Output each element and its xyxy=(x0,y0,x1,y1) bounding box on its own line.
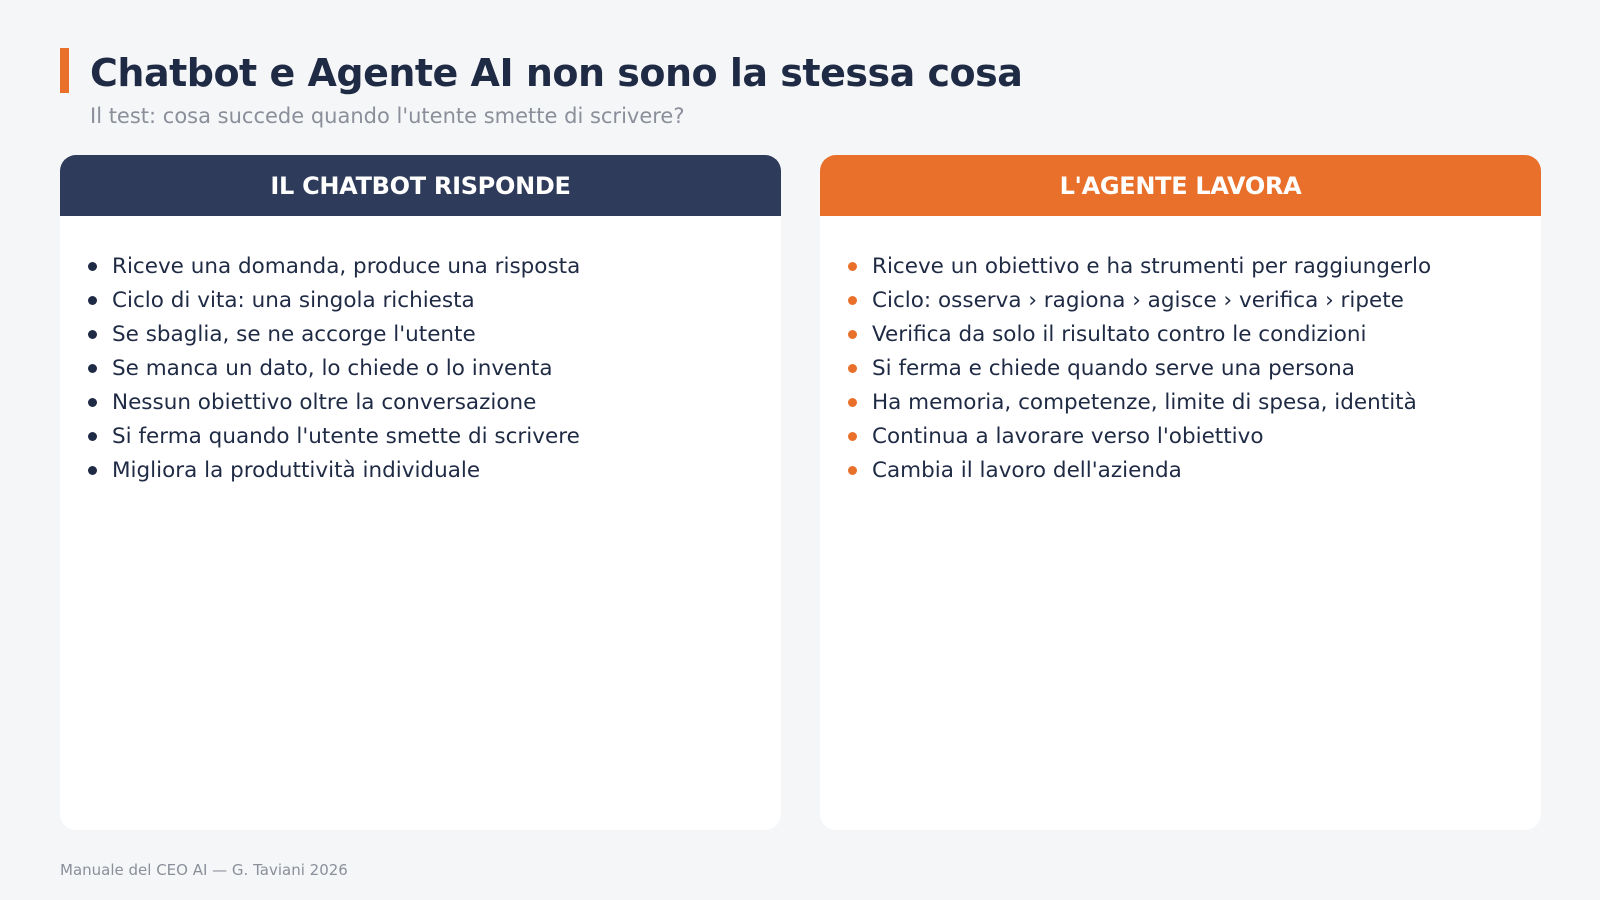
bullet-dot-icon xyxy=(848,330,857,339)
title-accent-bar xyxy=(60,48,69,93)
chatbot-list xyxy=(88,250,580,488)
agent-list-item xyxy=(848,318,1431,352)
bullet-dot-icon xyxy=(848,398,857,407)
page-subtitle: Il test: cosa succede quando l'utente smette di scrivere? xyxy=(90,104,685,128)
chatbot-item-text: Ciclo di vita: una singola richiesta xyxy=(112,288,475,313)
agent-list-item xyxy=(848,420,1431,454)
bullet-dot-icon xyxy=(848,432,857,441)
agent-list-item xyxy=(848,284,1431,318)
page-title: Chatbot e Agente AI non sono la stessa cosa xyxy=(90,51,1023,95)
agent-item-text: Continua a lavorare verso l'obiettivo xyxy=(872,424,1264,449)
bullet-dot-icon xyxy=(848,296,857,305)
chatbot-item-text: Se manca un dato, lo chiede o lo inventa xyxy=(112,356,553,381)
footer-credit: Manuale del CEO AI — G. Taviani 2026 xyxy=(60,861,348,879)
agent-card-header: L'AGENTE LAVORA xyxy=(820,155,1541,216)
chatbot-list-item xyxy=(88,352,580,386)
agent-item-text: Riceve un obiettivo e ha strumenti per raggiungerlo xyxy=(872,254,1432,279)
bullet-dot-icon xyxy=(848,466,857,475)
chatbot-item-text: Migliora la produttività individuale xyxy=(112,458,481,483)
chatbot-list-item xyxy=(88,454,580,488)
chatbot-list-item xyxy=(88,318,580,352)
chatbot-list-item xyxy=(88,284,580,318)
agent-item-text: Cambia il lavoro dell'azienda xyxy=(872,458,1182,483)
bullet-dot-icon xyxy=(88,398,97,407)
agent-list-item xyxy=(848,250,1431,284)
chatbot-item-text: Se sbaglia, se ne accorge l'utente xyxy=(112,322,476,347)
bullet-dot-icon xyxy=(88,262,97,271)
chatbot-list-item xyxy=(88,386,580,420)
agent-item-text: Ha memoria, competenze, limite di spesa, identità xyxy=(872,390,1417,415)
chatbot-item-text: Si ferma quando l'utente smette di scrivere xyxy=(112,424,580,449)
chatbot-item-text: Riceve una domanda, produce una risposta xyxy=(112,254,581,279)
chatbot-card xyxy=(60,155,781,830)
agent-list-item xyxy=(848,454,1431,488)
bullet-dot-icon xyxy=(88,296,97,305)
chatbot-item-text: Nessun obiettivo oltre la conversazione xyxy=(112,390,537,415)
agent-list xyxy=(848,250,1431,488)
bullet-dot-icon xyxy=(88,466,97,475)
bullet-dot-icon xyxy=(88,432,97,441)
agent-list-item xyxy=(848,352,1431,386)
bullet-dot-icon xyxy=(88,364,97,373)
agent-item-text: Ciclo: osserva › ragiona › agisce › verifica › ripete xyxy=(872,288,1404,313)
bullet-dot-icon xyxy=(848,364,857,373)
chatbot-card-header: IL CHATBOT RISPONDE xyxy=(60,155,781,216)
agent-item-text: Verifica da solo il risultato contro le condizioni xyxy=(872,322,1367,347)
agent-list-item xyxy=(848,386,1431,420)
agent-item-text: Si ferma e chiede quando serve una persona xyxy=(872,356,1355,381)
chatbot-list-item xyxy=(88,420,580,454)
agent-card xyxy=(820,155,1541,830)
chatbot-list-item xyxy=(88,250,580,284)
bullet-dot-icon xyxy=(848,262,857,271)
bullet-dot-icon xyxy=(88,330,97,339)
